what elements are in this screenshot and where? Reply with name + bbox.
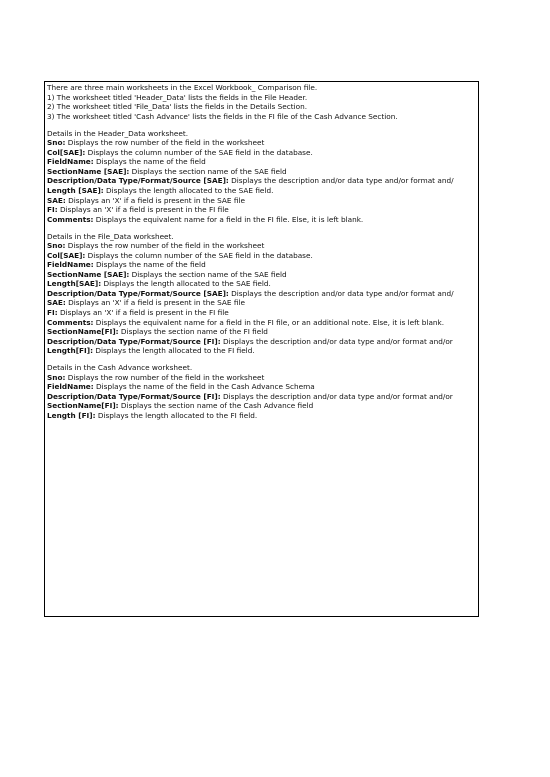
- field-label: FieldName:: [47, 157, 94, 167]
- section-heading: Details in the Header_Data worksheet.: [47, 128, 189, 138]
- field-text: Displays the description and/or data type and/or format and/: [228, 288, 454, 298]
- field-description: [47, 337, 479, 347]
- field-text: Displays the row number of the field in the worksheet: [65, 138, 265, 148]
- field-text: Displays the row number of the field in the worksheet: [65, 372, 265, 382]
- field-text: Displays the equivalent name for a field in the FI file, or an additional note. Else, it is left blank.: [93, 317, 445, 327]
- field-text: Displays the description and/or data type and/or format and/or: [220, 391, 453, 401]
- field-description: [47, 215, 479, 225]
- field-text: Displays the name of the field: [93, 157, 206, 167]
- field-label: Description/Data Type/Format/Source [SAE]:: [47, 176, 229, 186]
- field-description: [47, 411, 479, 421]
- field-text: Displays the section name of the SAE field: [129, 269, 287, 279]
- field-label: Col[SAE]:: [47, 147, 86, 157]
- field-label: Length[SAE]:: [47, 279, 102, 289]
- field-description: [47, 148, 479, 158]
- section-file-data: [47, 232, 479, 356]
- field-label: Length[FI]:: [47, 346, 93, 356]
- field-text: Displays an 'X' if a field is present in the SAE file: [65, 298, 245, 308]
- field-description: [47, 157, 479, 167]
- section-cash-advance: [47, 363, 479, 420]
- field-label: SectionName [SAE]:: [47, 269, 130, 279]
- intro-line: 1) The worksheet titled 'Header_Data' lists the fields in the File Header.: [47, 92, 308, 102]
- field-text: Displays the section name of the Cash Advance field: [118, 401, 314, 411]
- field-description: [47, 167, 479, 177]
- field-text: Displays the length allocated to the SAE field.: [101, 279, 271, 289]
- field-label: Description/Data Type/Format/Source [FI]:: [47, 391, 221, 401]
- field-label: Length [FI]:: [47, 411, 96, 420]
- field-text: Displays an 'X' if a field is present in the FI file: [57, 205, 229, 215]
- field-label: Sno:: [47, 372, 66, 382]
- field-description: [47, 241, 479, 251]
- field-label: SectionName [SAE]:: [47, 166, 130, 176]
- field-text: Displays the length allocated to the FI field.: [93, 346, 255, 356]
- spacer: [47, 224, 479, 232]
- field-description: [47, 196, 479, 206]
- field-text: Displays the name of the field: [93, 260, 206, 270]
- field-text: Displays the column number of the SAE field in the database.: [85, 147, 313, 157]
- field-text: Displays the length allocated to the SAE field.: [103, 185, 274, 195]
- field-label: Length [SAE]:: [47, 185, 104, 195]
- intro-line: 3) The worksheet titled 'Cash Advance' lists the fields in the FI file of the Cash Advance Section.: [47, 111, 398, 121]
- field-text: Displays the section name of the FI field: [118, 327, 268, 337]
- field-text: Displays an 'X' if a field is present in the SAE file: [65, 195, 245, 205]
- field-description: [47, 327, 479, 337]
- field-text: Displays the length allocated to the FI field.: [95, 411, 258, 420]
- worksheet-cell-box: [44, 81, 479, 617]
- field-text: Displays the section name of the SAE field: [129, 166, 287, 176]
- field-description: [47, 176, 479, 186]
- field-text: Displays the name of the field in the Cash Advance Schema: [93, 382, 315, 392]
- field-label: SAE:: [47, 195, 66, 205]
- field-description: [47, 392, 479, 402]
- section-heading: Details in the Cash Advance worksheet.: [47, 363, 193, 373]
- field-label: FieldName:: [47, 260, 94, 270]
- field-description: [47, 251, 479, 261]
- field-label: Comments:: [47, 214, 94, 224]
- field-description: [47, 401, 479, 411]
- field-label: SectionName[FI]:: [47, 401, 119, 411]
- field-label: SAE:: [47, 298, 66, 308]
- field-description: [47, 373, 479, 383]
- field-description: [47, 289, 479, 299]
- intro-line: 2) The worksheet titled 'File_Data' lists the fields in the Details Section.: [47, 102, 308, 112]
- section-header-data: [47, 129, 479, 224]
- spacer: [47, 356, 479, 364]
- field-label: Description/Data Type/Format/Source [SAE]:: [47, 288, 229, 298]
- field-label: Sno:: [47, 241, 66, 251]
- field-label: FieldName:: [47, 382, 94, 392]
- field-description: [47, 270, 479, 280]
- field-text: Displays the description and/or data type and/or format and/: [228, 176, 454, 186]
- spacer: [47, 121, 479, 129]
- field-description: [47, 138, 479, 148]
- field-description: [47, 186, 479, 196]
- field-label: FI:: [47, 308, 58, 318]
- worksheet-text: [47, 83, 479, 421]
- field-description: [47, 298, 479, 308]
- field-description: [47, 279, 479, 289]
- field-description: [47, 318, 479, 328]
- field-description: [47, 382, 479, 392]
- field-text: Displays the equivalent name for a field in the FI file. Else, it is left blank.: [93, 214, 364, 224]
- section-heading: Details in the File_Data worksheet.: [47, 231, 174, 241]
- field-label: FI:: [47, 205, 58, 215]
- field-text: Displays an 'X' if a field is present in the FI file: [57, 308, 229, 318]
- field-label: SectionName[FI]:: [47, 327, 119, 337]
- field-label: Description/Data Type/Format/Source [FI]:: [47, 336, 221, 346]
- field-description: [47, 205, 479, 215]
- intro-line: There are three main worksheets in the Excel Workbook_ Comparison file.: [47, 83, 318, 92]
- field-text: Displays the column number of the SAE field in the database.: [85, 250, 313, 260]
- field-label: Col[SAE]:: [47, 250, 86, 260]
- field-text: Displays the row number of the field in the worksheet: [65, 241, 265, 251]
- field-text: Displays the description and/or data type and/or format and/or: [220, 336, 453, 346]
- field-label: Sno:: [47, 138, 66, 148]
- field-label: Comments:: [47, 317, 94, 327]
- field-description: [47, 260, 479, 270]
- field-description: [47, 346, 479, 356]
- field-description: [47, 308, 479, 318]
